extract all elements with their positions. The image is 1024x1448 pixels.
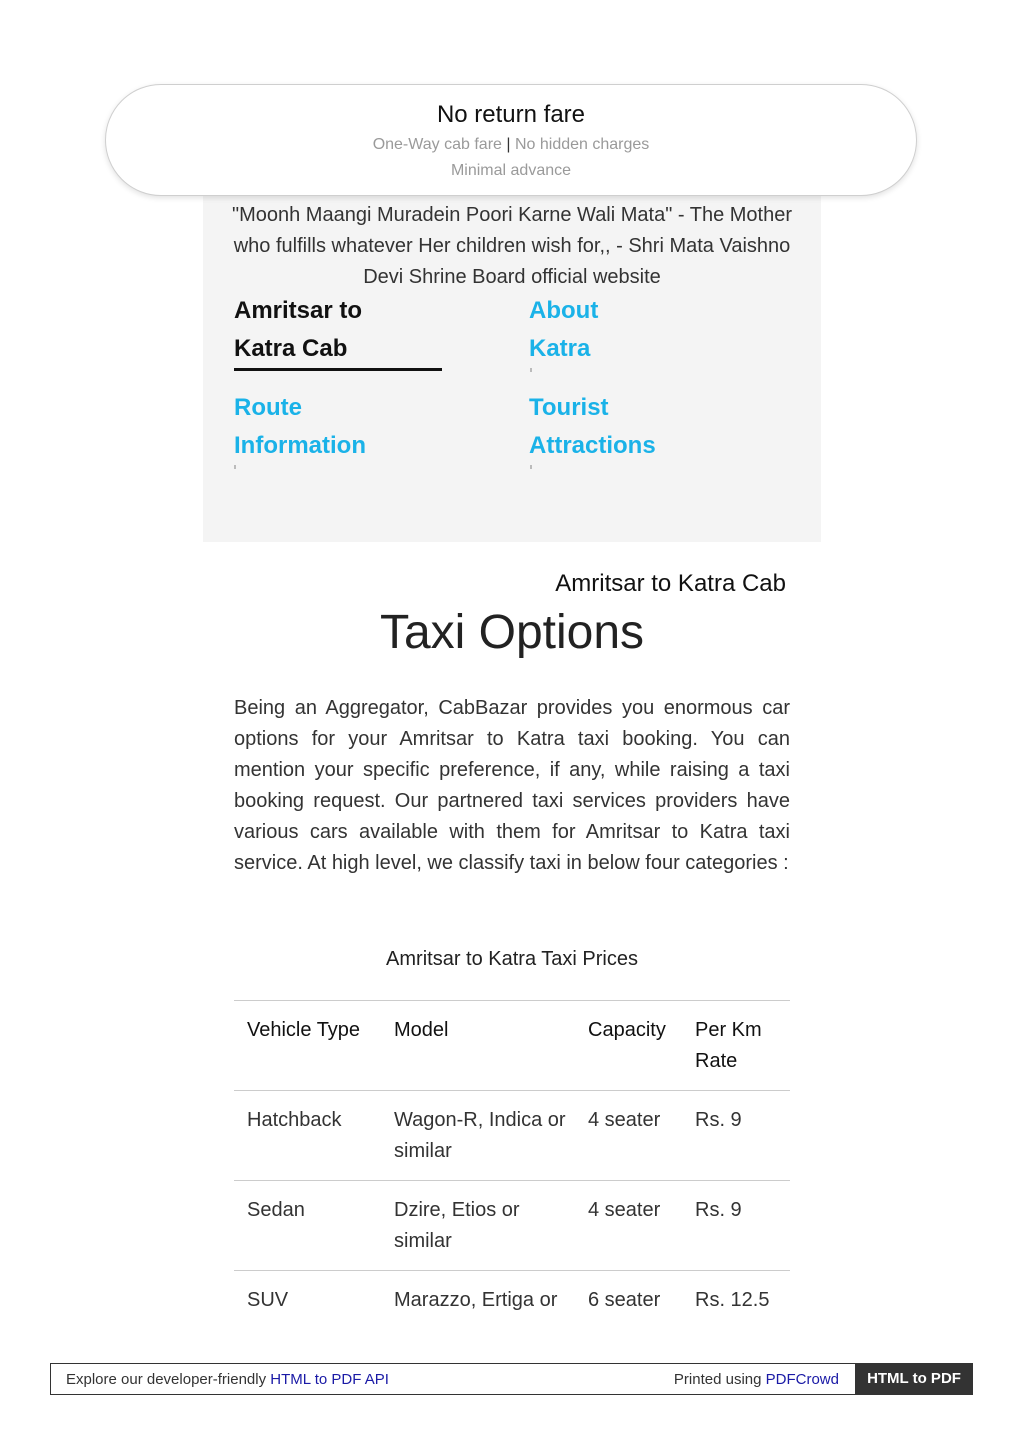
footer-explore-text	[66, 1371, 389, 1388]
pdfcrowd-link[interactable]: PDFCrowd	[765, 1371, 839, 1388]
cell-capacity: 6 seater	[575, 1271, 682, 1330]
tab-label-line-2: Katra	[529, 335, 591, 362]
cell-vehicle-type: Hatchback	[234, 1091, 381, 1181]
shrine-quote: "Moonh Maangi Muradein Poori Karne Wali Mata" - The Mother who fulfills whatever Her children wish for,, - Shri Mata Vaishno Devi Shrine Board official website	[231, 204, 792, 288]
cell-model: Marazzo, Ertiga or	[381, 1271, 575, 1330]
cell-rate: Rs. 9	[682, 1181, 790, 1271]
table-row	[234, 1271, 790, 1330]
tab-label-line-1: Amritsar to	[234, 297, 363, 324]
tab-marker	[234, 465, 236, 469]
cell-capacity: 4 seater	[575, 1091, 682, 1181]
table-row	[234, 1091, 790, 1181]
footer-printed-label: Printed using	[673, 1371, 762, 1388]
table-caption: Amritsar to Katra Taxi Prices	[386, 948, 638, 970]
tab-marker	[530, 368, 532, 372]
page-title: Taxi Options	[379, 606, 645, 659]
banner-line-1	[106, 136, 916, 154]
header-model: Model	[381, 1001, 575, 1091]
cell-capacity: 4 seater	[575, 1181, 682, 1271]
footer-explore-label: Explore our developer-friendly	[66, 1371, 267, 1388]
tab-label-line-2: Information	[234, 432, 366, 459]
cell-model: Wagon-R, Indica or similar	[381, 1091, 575, 1181]
footer-printed-text	[674, 1371, 839, 1388]
active-tab-underline	[234, 368, 442, 371]
tab-label-line-1: About	[529, 297, 599, 324]
header-capacity: Capacity	[575, 1001, 682, 1091]
banner-line-2: Minimal advance	[450, 162, 572, 179]
tab-label-line-2: Katra Cab	[234, 335, 348, 362]
header-vehicle-type: Vehicle Type	[234, 1001, 381, 1091]
banner-separator: |	[506, 136, 511, 153]
cell-vehicle-type: Sedan	[234, 1181, 381, 1271]
table-header-row	[234, 1001, 790, 1091]
tab-label-line-2: Attractions	[529, 432, 656, 459]
cell-vehicle-type: SUV	[234, 1271, 381, 1330]
banner-no-hidden-text: No hidden charges	[514, 136, 650, 153]
cell-rate: Rs. 12.5	[682, 1271, 790, 1330]
tab-about-katra[interactable]	[529, 292, 598, 368]
header-per-km-rate: Per Km Rate	[682, 1001, 790, 1091]
banner-title: No return fare	[436, 101, 586, 128]
tab-label-line-1: Tourist	[529, 394, 609, 421]
pdfcrowd-footer	[50, 1363, 973, 1395]
tab-amritsar-to-katra-cab[interactable]	[234, 292, 362, 368]
taxi-price-table	[234, 1000, 790, 1329]
tab-marker	[530, 465, 532, 469]
banner-one-way-text: One-Way cab fare	[372, 136, 502, 153]
tab-route-information[interactable]	[234, 389, 366, 465]
no-return-fare-banner	[105, 84, 917, 196]
cell-model: Dzire, Etios or similar	[381, 1181, 575, 1271]
section-subheading: Amritsar to Katra Cab	[555, 570, 786, 597]
table-row	[234, 1181, 790, 1271]
intro-paragraph: Being an Aggregator, CabBazar provides you enormous car options for your Amritsar to Katra taxi booking. You can mention your specific preference, if any, while raising a taxi booking request. Our partnered taxi services providers have various cars available with them for Amritsar to Katra taxi service. At high level, we classify taxi in below four categories :	[234, 697, 790, 874]
tab-label-line-1: Route	[234, 394, 302, 421]
html-to-pdf-button[interactable]: HTML to PDF	[855, 1363, 973, 1395]
tab-tourist-attractions[interactable]	[529, 389, 656, 465]
html-to-pdf-api-link[interactable]: HTML to PDF API	[270, 1371, 389, 1388]
cell-rate: Rs. 9	[682, 1091, 790, 1181]
